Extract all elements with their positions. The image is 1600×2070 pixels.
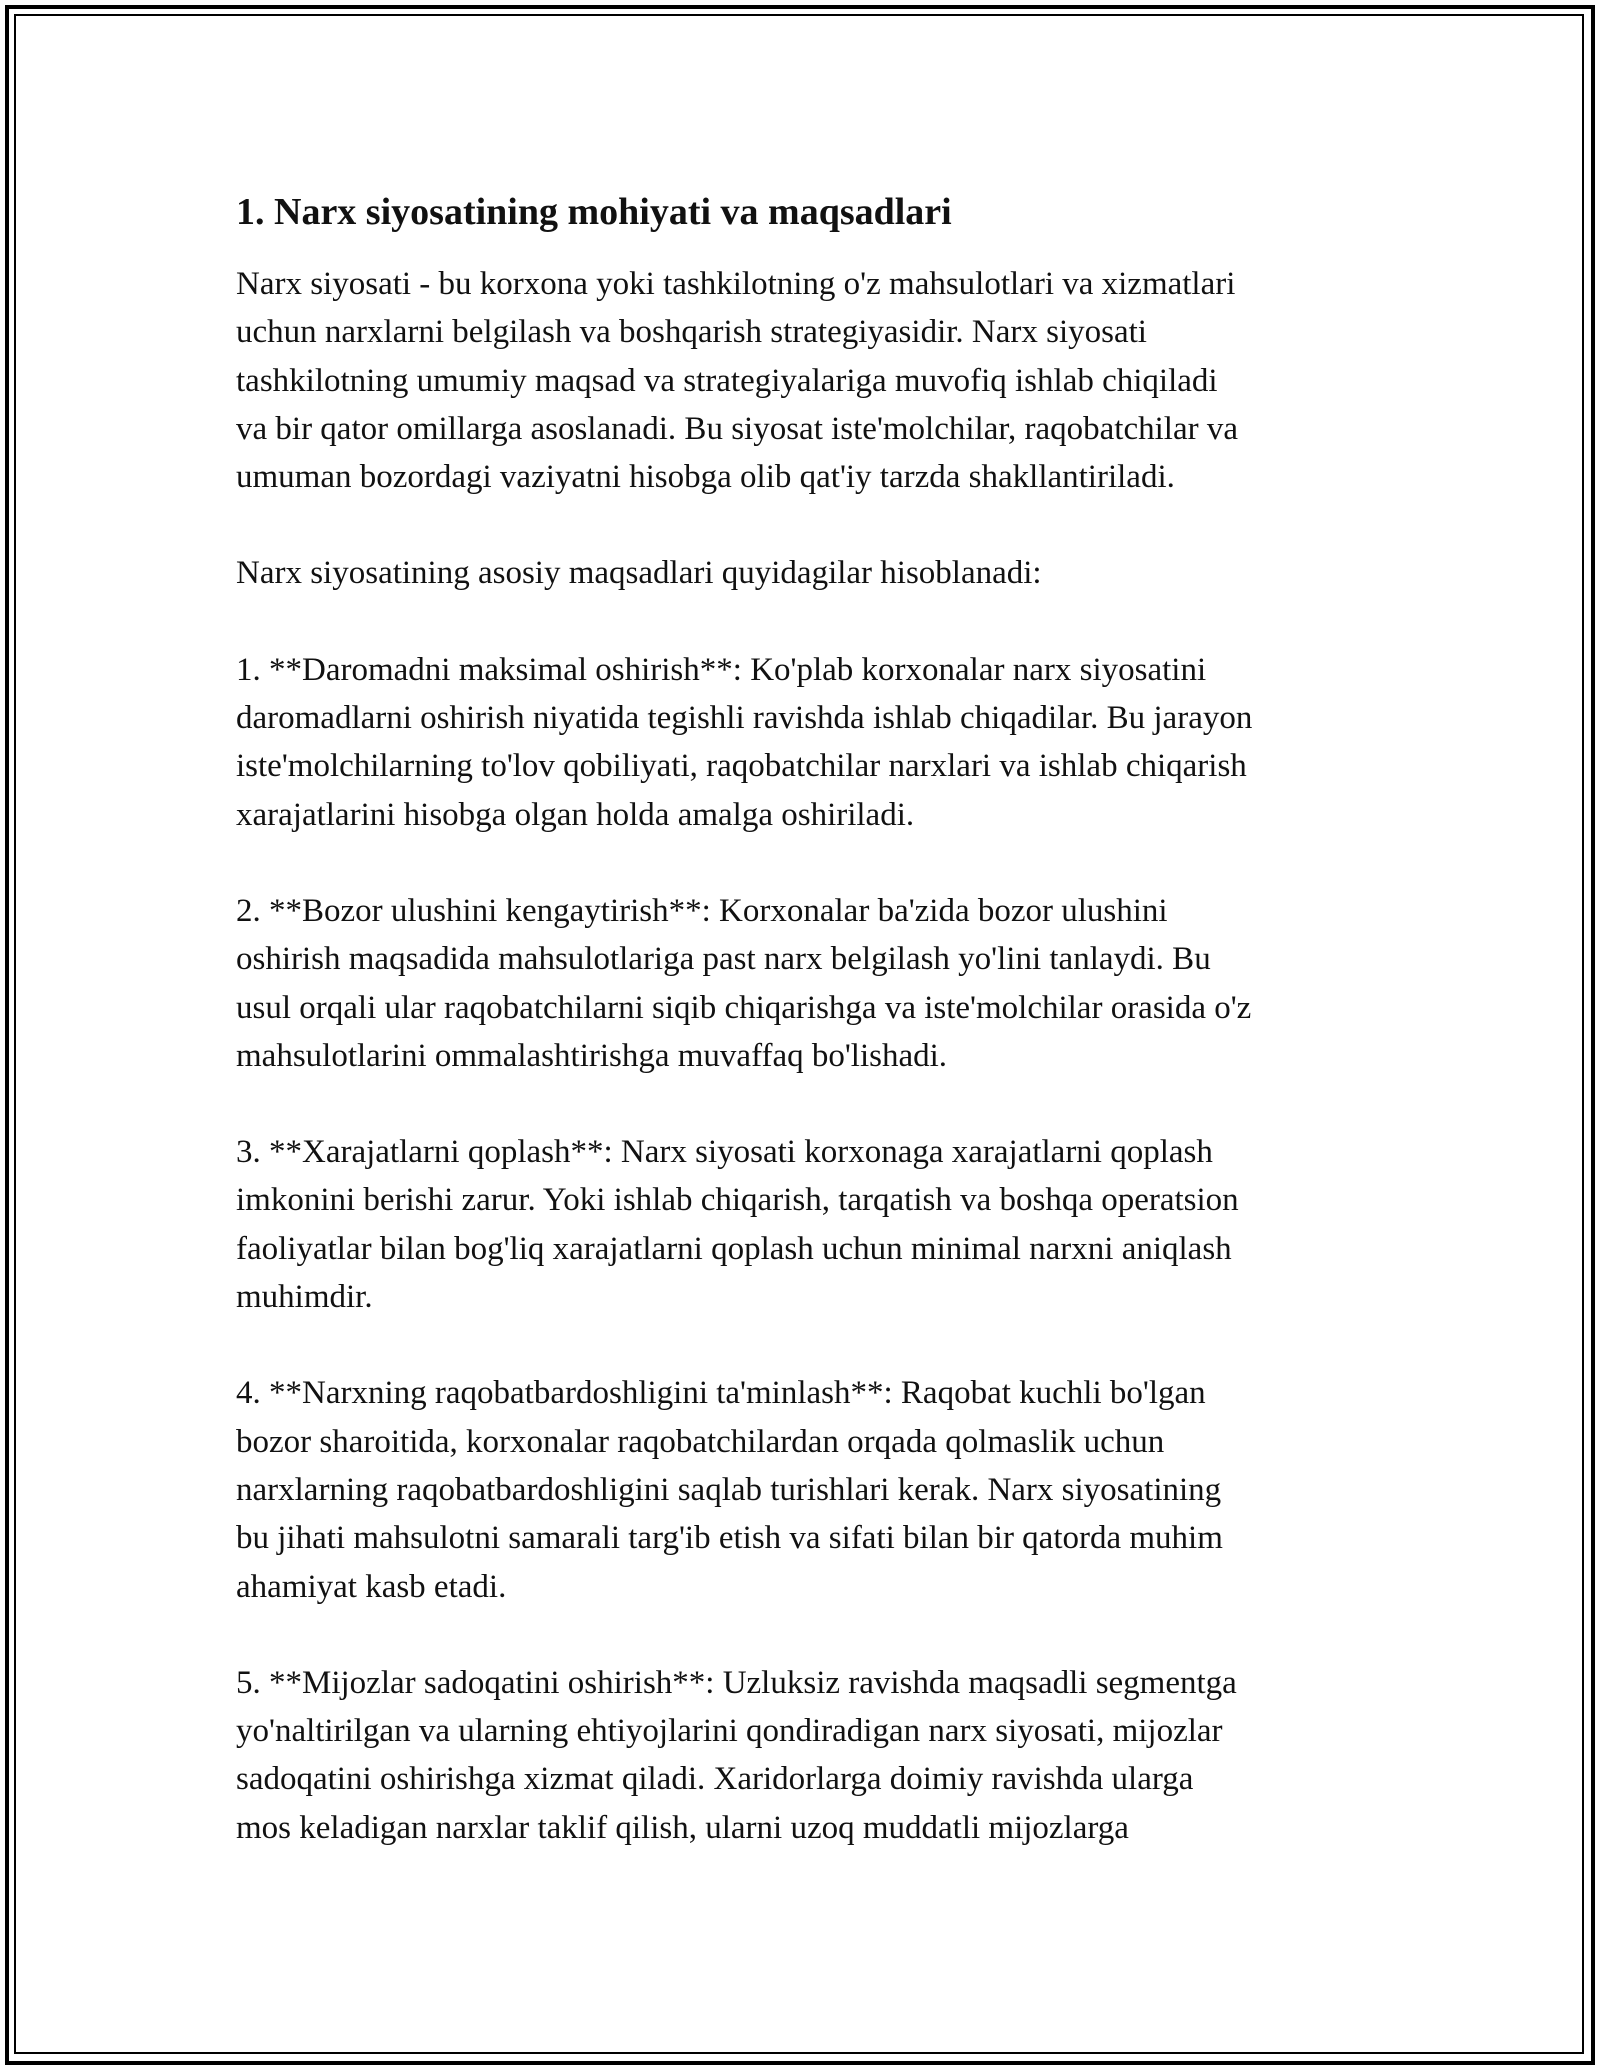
- text-line: 4. **Narxning raqobatbardoshligini ta'minlash**: Raqobat kuchli bo'lgan: [236, 1375, 1206, 1412]
- text-line: muhimdir.: [236, 1279, 373, 1316]
- text-line: ahamiyat kasb etadi.: [236, 1568, 507, 1605]
- text-line: yo'naltirilgan va ularning ehtiyojlarini qondiradigan narx siyosati, mijozlar: [236, 1713, 1223, 1750]
- text-line: daromadlarni oshirish niyatida tegishli ravishda ishlab chiqadilar. Bu jarayon: [236, 700, 1253, 737]
- text-line: va bir qator omillarga asoslanadi. Bu siyosat iste'molchilar, raqobatchilar va: [236, 410, 1238, 447]
- text-line: umuman bozordagi vaziyatni hisobga olib qat'iy tarzda shakllantiriladi.: [236, 459, 1175, 496]
- text-line: 3. **Xarajatlarni qoplash**: Narx siyosati korxonaga xarajatlarni qoplash: [236, 1134, 1213, 1171]
- text-line: bozor sharoitida, korxonalar raqobatchilardan orqada qolmaslik uchun: [236, 1423, 1165, 1460]
- text-line: xarajatlarini hisobga olgan holda amalga oshiriladi.: [236, 796, 915, 833]
- list-item-4: [236, 1369, 1376, 1610]
- text-line: Narx siyosatining asosiy maqsadlari quyidagilar hisoblanadi:: [236, 555, 1042, 592]
- text-line: sadoqatini oshirishga xizmat qiladi. Xaridorlarga doimiy ravishda ularga: [236, 1761, 1194, 1798]
- paragraph-intro: [236, 260, 1376, 501]
- text-line: iste'molchilarning to'lov qobiliyati, raqobatchilar narxlari va ishlab chiqarish: [236, 748, 1247, 785]
- text-line: narxlarning raqobatbardoshligini saqlab turishlari kerak. Narx siyosatining: [236, 1471, 1222, 1508]
- text-line: mahsulotlarini ommalashtirishga muvaffaq bo'lishadi.: [236, 1037, 948, 1074]
- text-line: usul orqali ular raqobatchilarni siqib chiqarishga va iste'molchilar orasida o'z: [236, 989, 1252, 1026]
- text-line: bu jihati mahsulotni samarali targ'ib etish va sifati bilan bir qatorda muhim: [236, 1520, 1223, 1557]
- text-line: faoliyatlar bilan bog'liq xarajatlarni qoplash uchun minimal narxni aniqlash: [236, 1230, 1232, 1267]
- text-line: tashkilotning umumiy maqsad va strategiyalariga muvofiq ishlab chiqiladi: [236, 362, 1218, 399]
- list-item-1: [236, 646, 1376, 839]
- list-item-5: [236, 1659, 1376, 1852]
- document-body: [236, 186, 1376, 1900]
- text-line: imkonini berishi zarur. Yoki ishlab chiqarish, tarqatish va boshqa operatsion: [236, 1182, 1239, 1219]
- text-line: 1. **Daromadni maksimal oshirish**: Ko'plab korxonalar narx siyosatini: [236, 651, 1207, 688]
- text-line: mos keladigan narxlar taklif qilish, ularni uzoq muddatli mijozlarga: [236, 1809, 1129, 1846]
- section-heading: 1. Narx siyosatining mohiyati va maqsadlari: [236, 191, 952, 233]
- text-line: Narx siyosati - bu korxona yoki tashkilotning o'z mahsulotlari va xizmatlari: [236, 266, 1236, 302]
- list-item-3: [236, 1128, 1376, 1321]
- text-line: uchun narxlarni belgilash va boshqarish strategiyasidir. Narx siyosati: [236, 314, 1147, 351]
- text-line: 2. **Bozor ulushini kengaytirish**: Korxonalar ba'zida bozor ulushini: [236, 892, 1168, 929]
- paragraph-goals-lead: [236, 549, 1376, 597]
- text-line: 5. **Mijozlar sadoqatini oshirish**: Uzluksiz ravishda maqsadli segmentga: [236, 1664, 1237, 1701]
- text-line: oshirish maqsadida mahsulotlariga past narx belgilash yo'lini tanlaydi. Bu: [236, 941, 1211, 978]
- list-item-2: [236, 887, 1376, 1080]
